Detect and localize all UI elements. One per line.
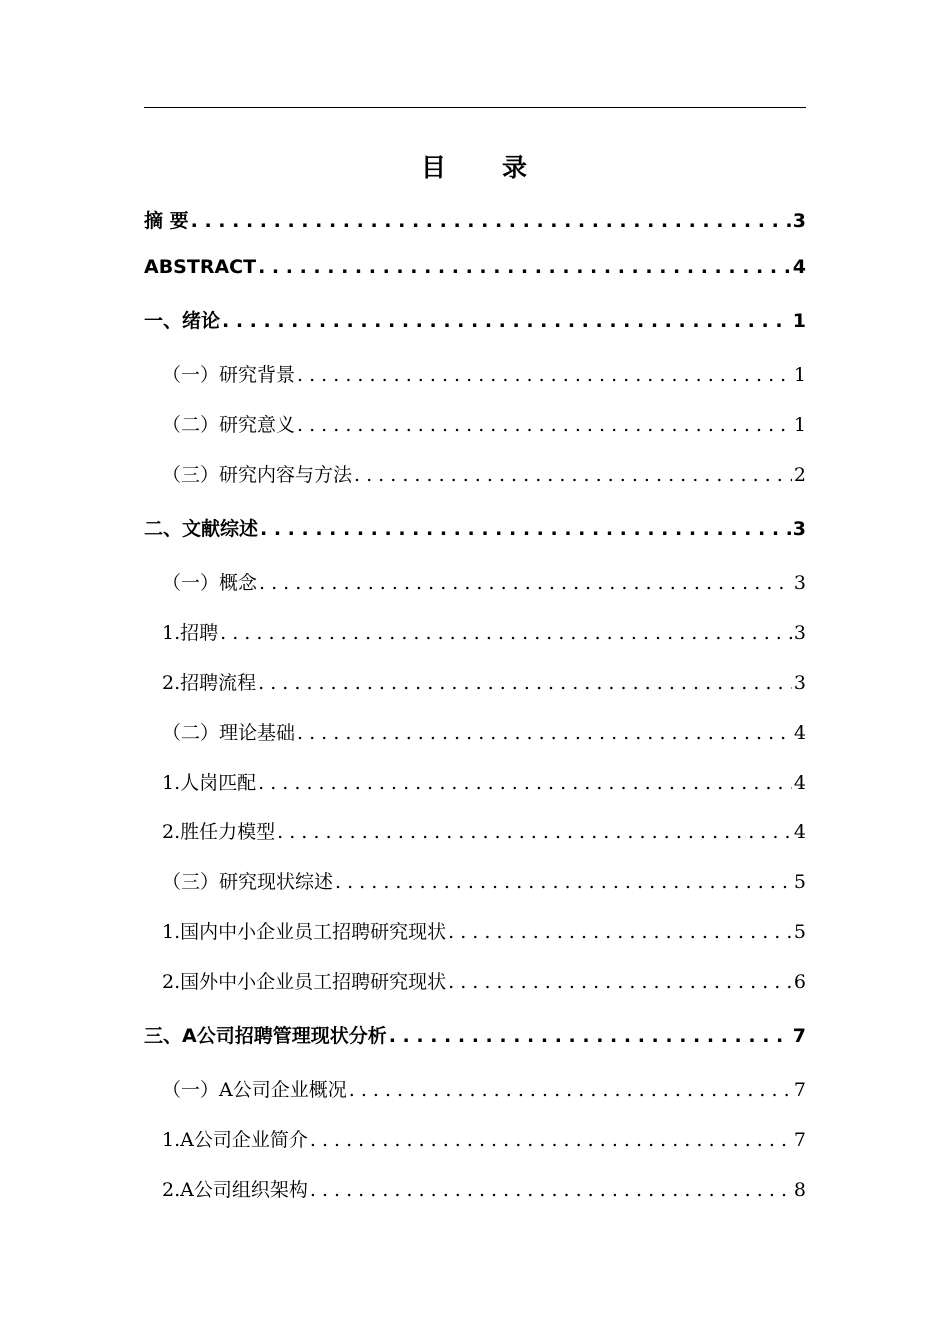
toc-entry-label: （三）研究内容与方法 [162,464,353,486]
toc-leader-dots [448,921,792,943]
toc-page-number: 5 [793,871,806,893]
toc-entry-label: ABSTRACT [144,256,257,278]
toc-entry-2-1[interactable] [162,568,806,598]
toc-leader-dots [310,1129,792,1151]
toc-entry-3-1[interactable] [162,1075,806,1105]
toc-entry-label: 2.招聘流程 [162,672,257,694]
toc-page-number: 1 [793,364,806,386]
toc-entry-label: （二）研究意义 [162,414,296,436]
toc-leader-dots [297,414,792,436]
toc-entry-2-2-2[interactable] [162,817,806,847]
toc-entry-chapter-2[interactable] [144,514,806,544]
toc-leader-dots [220,622,792,644]
toc-leader-dots [258,256,791,278]
toc-page-number: 4 [793,821,806,843]
toc-entry-label: （二）理论基础 [162,722,296,744]
toc-leader-dots [222,310,791,332]
toc-page-number: 4 [793,772,806,794]
toc-page-number: 7 [793,1129,806,1151]
toc-page-number: 3 [792,518,806,540]
toc-page-number: 6 [793,971,806,993]
toc-page-number: 8 [793,1179,806,1201]
toc-leader-dots [354,464,792,486]
toc-entry-3-1-1[interactable] [162,1125,806,1155]
toc-entry-label: 1.A公司企业简介 [162,1129,308,1151]
toc-entry-label: （一）研究背景 [162,364,296,386]
toc-leader-dots [191,210,791,232]
toc-leader-dots [258,772,792,794]
toc-leader-dots [258,672,792,694]
toc-page-number: 7 [793,1079,806,1101]
toc-page-number: 7 [792,1025,806,1047]
toc-entry-label: 1.人岗匹配 [162,772,257,794]
toc-entry-chapter-3[interactable] [144,1021,806,1051]
toc-leader-dots [389,1025,791,1047]
toc-entry-label: 摘 要 [144,210,189,232]
toc-leader-dots [349,1079,792,1101]
toc-title: 目 录 [420,153,529,182]
toc-entry-2-3[interactable] [162,867,806,897]
toc-entry-label: 二、文献综述 [144,518,259,540]
toc-page-number: 2 [793,464,806,486]
toc-entry-label: 三、A公司招聘管理现状分析 [144,1025,387,1047]
toc-leader-dots [297,722,792,744]
toc-entry-1-2[interactable] [162,410,806,440]
toc-entry-label: 2.胜任力模型 [162,821,276,843]
toc-entry-label: 2.国外中小企业员工招聘研究现状 [162,971,447,993]
toc-page-number: 4 [793,722,806,744]
toc-entry-label: （一）A公司企业概况 [162,1079,347,1101]
toc-page-number: 3 [793,622,806,644]
toc-leader-dots [310,1179,792,1201]
toc-page-number: 4 [792,256,806,278]
toc-entry-3-1-2[interactable] [162,1175,806,1205]
toc-entry-abstract-en[interactable] [144,256,806,286]
toc-entry-label: 一、绪论 [144,310,221,332]
toc-entry-label: 1.招聘 [162,622,219,644]
toc-entry-label: 1.国内中小企业员工招聘研究现状 [162,921,447,943]
toc-entry-2-3-2[interactable] [162,967,806,997]
toc-page-number: 1 [792,310,806,332]
toc-entry-2-1-2[interactable] [162,668,806,698]
toc-leader-dots [260,518,791,540]
toc-page-number: 3 [793,572,806,594]
toc-leader-dots [448,971,792,993]
toc-entry-1-3[interactable] [162,460,806,490]
toc-entry-label: （一）概念 [162,572,258,594]
toc-page-number: 3 [792,210,806,232]
toc-entry-2-3-1[interactable] [162,917,806,947]
toc-page-number: 1 [793,414,806,436]
toc-entry-label: 2.A公司组织架构 [162,1179,308,1201]
toc-entry-2-1-1[interactable] [162,618,806,648]
toc-entry-2-2[interactable] [162,718,806,748]
toc-entry-2-2-1[interactable] [162,768,806,798]
toc-entry-chapter-1[interactable] [144,306,806,336]
toc-leader-dots [297,364,792,386]
toc-leader-dots [277,821,792,843]
toc-entry-abstract-cn[interactable] [144,206,806,236]
toc-page-number: 3 [793,672,806,694]
toc-page-number: 5 [793,921,806,943]
toc-entry-1-1[interactable] [162,360,806,390]
toc-leader-dots [259,572,792,594]
toc-leader-dots [335,871,792,893]
toc-entry-label: （三）研究现状综述 [162,871,334,893]
